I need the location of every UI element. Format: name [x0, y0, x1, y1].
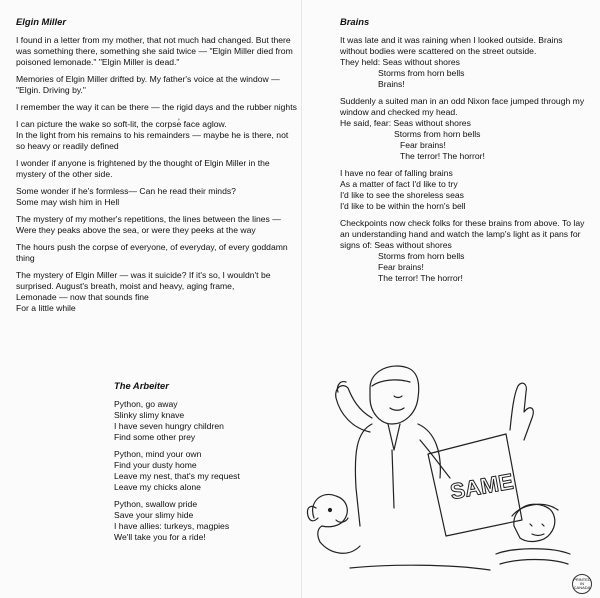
- text-line: Were they peaks above the sea, or were they peeks at the way: [16, 225, 256, 235]
- text-line: They held: Seas without shores: [340, 57, 460, 67]
- stanza: [16, 186, 296, 208]
- stanza: [16, 270, 296, 314]
- stanza: [16, 35, 296, 68]
- man-body: [355, 424, 440, 526]
- stanza: [340, 96, 590, 162]
- text-line: Find some other prey: [114, 432, 196, 442]
- raised-hand: [510, 383, 533, 440]
- text-line: Leave my nest, that's my request: [114, 471, 240, 481]
- text-line: Slinky slimy knave: [114, 410, 185, 420]
- poem-title: The Arbeiter: [114, 380, 169, 391]
- text-line: an understanding hand and watch the lamp's light as it pans for: [340, 229, 581, 239]
- stanza: [16, 214, 296, 236]
- stanza: [340, 218, 590, 284]
- line-drawing-illustration: [300, 358, 598, 596]
- refrain-line: Storms from horn bells: [378, 251, 465, 261]
- printed-in-canada-stamp: PRINTED IN CANADA: [572, 574, 592, 594]
- text-line: so heavy or readily defined: [16, 141, 119, 151]
- refrain-line: Fear brains!: [400, 140, 446, 150]
- stanza: [16, 158, 296, 180]
- text-line: In the light from his remains to his remainders — maybe he is there, not: [16, 130, 289, 140]
- water-ripple: [496, 549, 570, 564]
- text-line: Find your dusty home: [114, 460, 197, 470]
- text-line: I'd like to see the shoreless seas: [340, 190, 464, 200]
- text-line: surprised. August's breath, moist and heavy, aging frame,: [16, 281, 235, 291]
- text-line: As a matter of fact I'd like to try: [340, 179, 458, 189]
- man-right-arm: [420, 440, 450, 478]
- sign-text: SAME: [448, 468, 516, 505]
- text-line: It was late and it was raining when I looked outside. Brains: [340, 35, 563, 45]
- text-line: Lemonade — now that sounds fine: [16, 292, 149, 302]
- poem-title: Elgin Miller: [16, 16, 67, 27]
- text-line: I have allies: turkeys, magpies: [114, 521, 230, 531]
- refrain-line: The terror! The horror!: [400, 151, 485, 161]
- stanza: [16, 119, 296, 152]
- text-line: The mystery of my mother's repetitions, the lines between the lines —: [16, 214, 281, 224]
- stanza: [114, 449, 294, 493]
- refrain-line: Storms from horn bells: [394, 129, 481, 139]
- refrain-line: The terror! The horror!: [378, 273, 463, 283]
- stanza: [340, 35, 590, 90]
- text-line: Save your slimy hide: [114, 510, 194, 520]
- text-line: poisoned lemonade." "Elgin Miller is dead.": [16, 57, 180, 67]
- text-line: Python, swallow pride: [114, 499, 198, 509]
- text-line: Leave my chicks alone: [114, 482, 201, 492]
- stanza: [114, 499, 294, 543]
- text-line: window and checked my head.: [340, 107, 458, 117]
- man-left-arm: [336, 386, 372, 432]
- poem-title: Brains: [340, 16, 370, 27]
- text-line: Some may wish him in Hell: [16, 197, 120, 207]
- text-line: The mystery of Elgin Miller — was it suicide? If it's so, I wouldn't be: [16, 270, 271, 280]
- text-line: I wonder if anyone is frightened by the thought of Elgin Miller in the: [16, 158, 270, 168]
- man-head: [370, 366, 419, 424]
- text-line: Some wonder if he's formless— Can he read their minds?: [16, 186, 236, 196]
- refrain-line: Fear brains!: [378, 262, 424, 272]
- text-line: Suddenly a suited man in an odd Nixon face jumped through my: [340, 96, 585, 106]
- stanza: [114, 399, 294, 443]
- text-line: I can picture the wake so soft-lit, the corpse̓ face aglow.: [16, 119, 227, 129]
- text-line: Checkpoints now check folks for these brains from above. To lay: [340, 218, 585, 228]
- stanza: [16, 242, 296, 264]
- text-line: I remember the way it can be there — the rigid days and the rubber nights: [16, 102, 297, 112]
- poem-elgin-miller: [16, 16, 296, 320]
- text-line: was something there, something she said twice — "Elgin Miller died from: [16, 46, 293, 56]
- text-line: He said, fear: Seas without shores: [340, 118, 471, 128]
- text-line: signs of: Seas without shores: [340, 240, 452, 250]
- refrain-line: Brains!: [378, 79, 405, 89]
- text-line: I have no fear of falling brains: [340, 168, 453, 178]
- stanza: [16, 74, 296, 96]
- stanza: [16, 102, 296, 113]
- text-line: For a little while: [16, 303, 76, 313]
- text-line: thing: [16, 253, 35, 263]
- refrain-line: Storms from horn bells: [378, 68, 465, 78]
- poem-brains: [340, 16, 590, 290]
- text-line: The hours push the corpse of everyone, of everyday, of every goddamn: [16, 242, 288, 252]
- text-line: Memories of Elgin Miller drifted by. My father's voice at the window —: [16, 74, 280, 84]
- stanza: [340, 168, 590, 212]
- text-line: I found in a letter from my mother, that not much had changed. But there: [16, 35, 291, 45]
- text-line: I have seven hungry children: [114, 421, 224, 431]
- text-line: without bodies were scattered on the street outside.: [340, 46, 537, 56]
- poem-the-arbeiter: [114, 380, 294, 549]
- text-line: Python, go away: [114, 399, 178, 409]
- text-line: We'll take you for a ride!: [114, 532, 206, 542]
- text-line: Python, mind your own: [114, 449, 202, 459]
- text-line: I'd like to be within the horn's bell: [340, 201, 466, 211]
- text-line: mystery of the other side.: [16, 169, 113, 179]
- text-line: "Elgin. Driving by.": [16, 85, 86, 95]
